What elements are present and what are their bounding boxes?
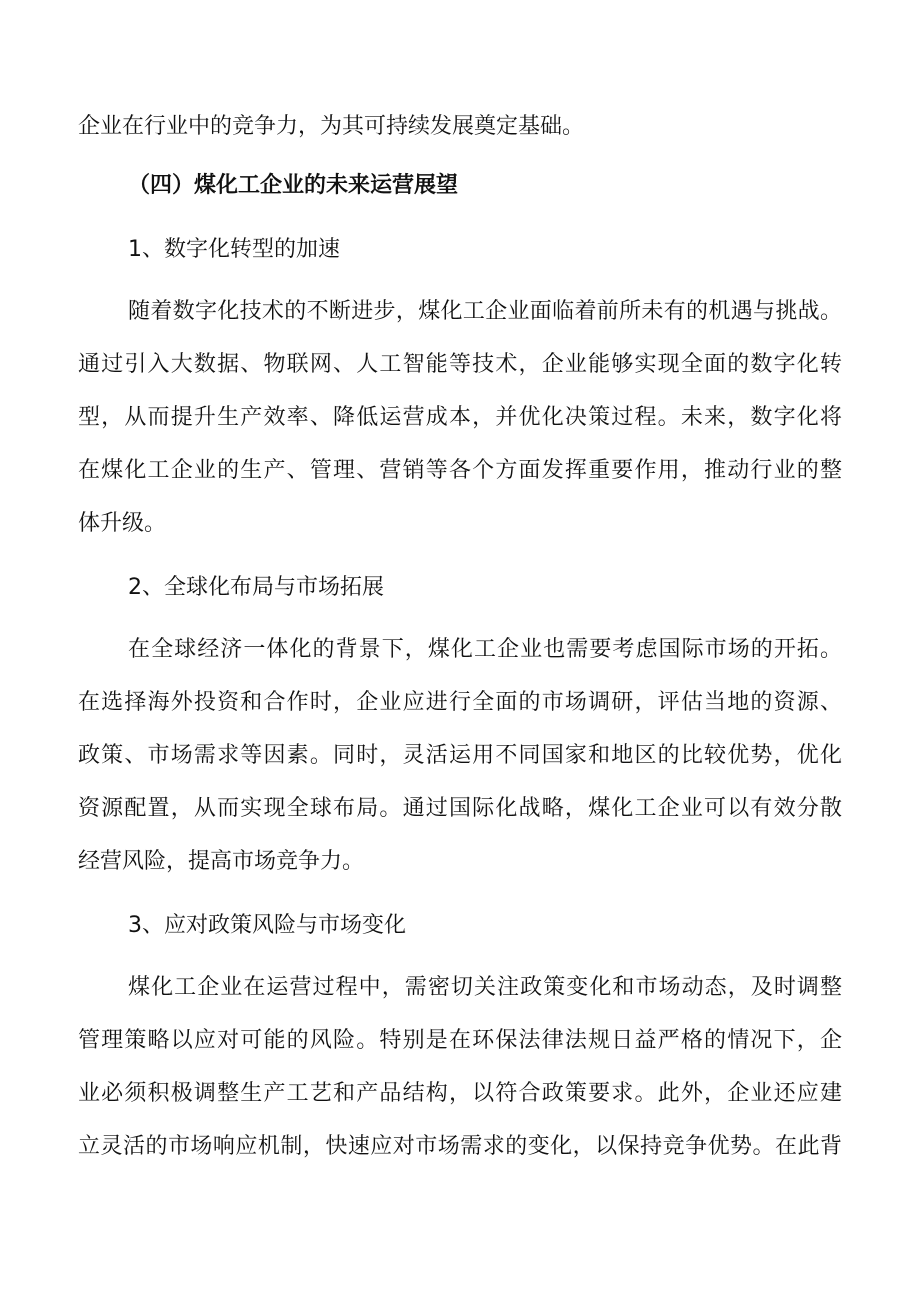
paragraph	[78, 961, 842, 1173]
subsection-heading: 2、全球化布局与市场拓展	[128, 575, 384, 600]
paragraph-line: 资源配置，从而实现全球布局。通过国际化战略，煤化工企业可以有效分散	[78, 796, 842, 821]
paragraph	[78, 623, 842, 888]
paragraph	[78, 285, 842, 550]
subsection-heading: 1、数字化转型的加速	[128, 237, 340, 262]
paragraph-line: 体升级。	[78, 511, 167, 536]
continued-paragraph	[78, 100, 842, 153]
document-body	[78, 100, 842, 1173]
paragraph-line: 在选择海外投资和合作时，企业应进行全面的市场调研，评估当地的资源、	[78, 690, 842, 715]
paragraph-line: 在煤化工企业的生产、管理、营销等各个方面发挥重要作用，推动行业的整	[78, 458, 842, 483]
section-heading: （四）煤化工企业的未来运营展望	[128, 173, 459, 198]
paragraph-line: 随着数字化技术的不断进步，煤化工企业面临着前所未有的机遇与挑战。	[128, 299, 842, 324]
paragraph-line: 管理策略以应对可能的风险。特别是在环保法律法规日益严格的情况下，企	[78, 1028, 842, 1053]
paragraph-line: 立灵活的市场响应机制，快速应对市场需求的变化，以保持竞争优势。在此背	[78, 1134, 842, 1159]
paragraph-line: 企业在行业中的竞争力，为其可持续发展奠定基础。	[78, 114, 585, 139]
paragraph-line: 政策、市场需求等因素。同时，灵活运用不同国家和地区的比较优势，优化	[78, 743, 842, 768]
paragraph-line: 通过引入大数据、物联网、人工智能等技术，企业能够实现全面的数字化转	[78, 352, 842, 377]
paragraph-line: 在全球经济一体化的背景下，煤化工企业也需要考虑国际市场的开拓。	[128, 637, 842, 662]
paragraph-line: 煤化工企业在运营过程中，需密切关注政策变化和市场动态，及时调整	[128, 975, 842, 1000]
paragraph-line: 业必须积极调整生产工艺和产品结构，以符合政策要求。此外，企业还应建	[78, 1081, 842, 1106]
paragraph-line: 经营风险，提高市场竞争力。	[78, 849, 365, 874]
paragraph-line: 型，从而提升生产效率、降低运营成本，并优化决策过程。未来，数字化将	[78, 405, 842, 430]
subsection-heading: 3、应对政策风险与市场变化	[128, 913, 406, 938]
